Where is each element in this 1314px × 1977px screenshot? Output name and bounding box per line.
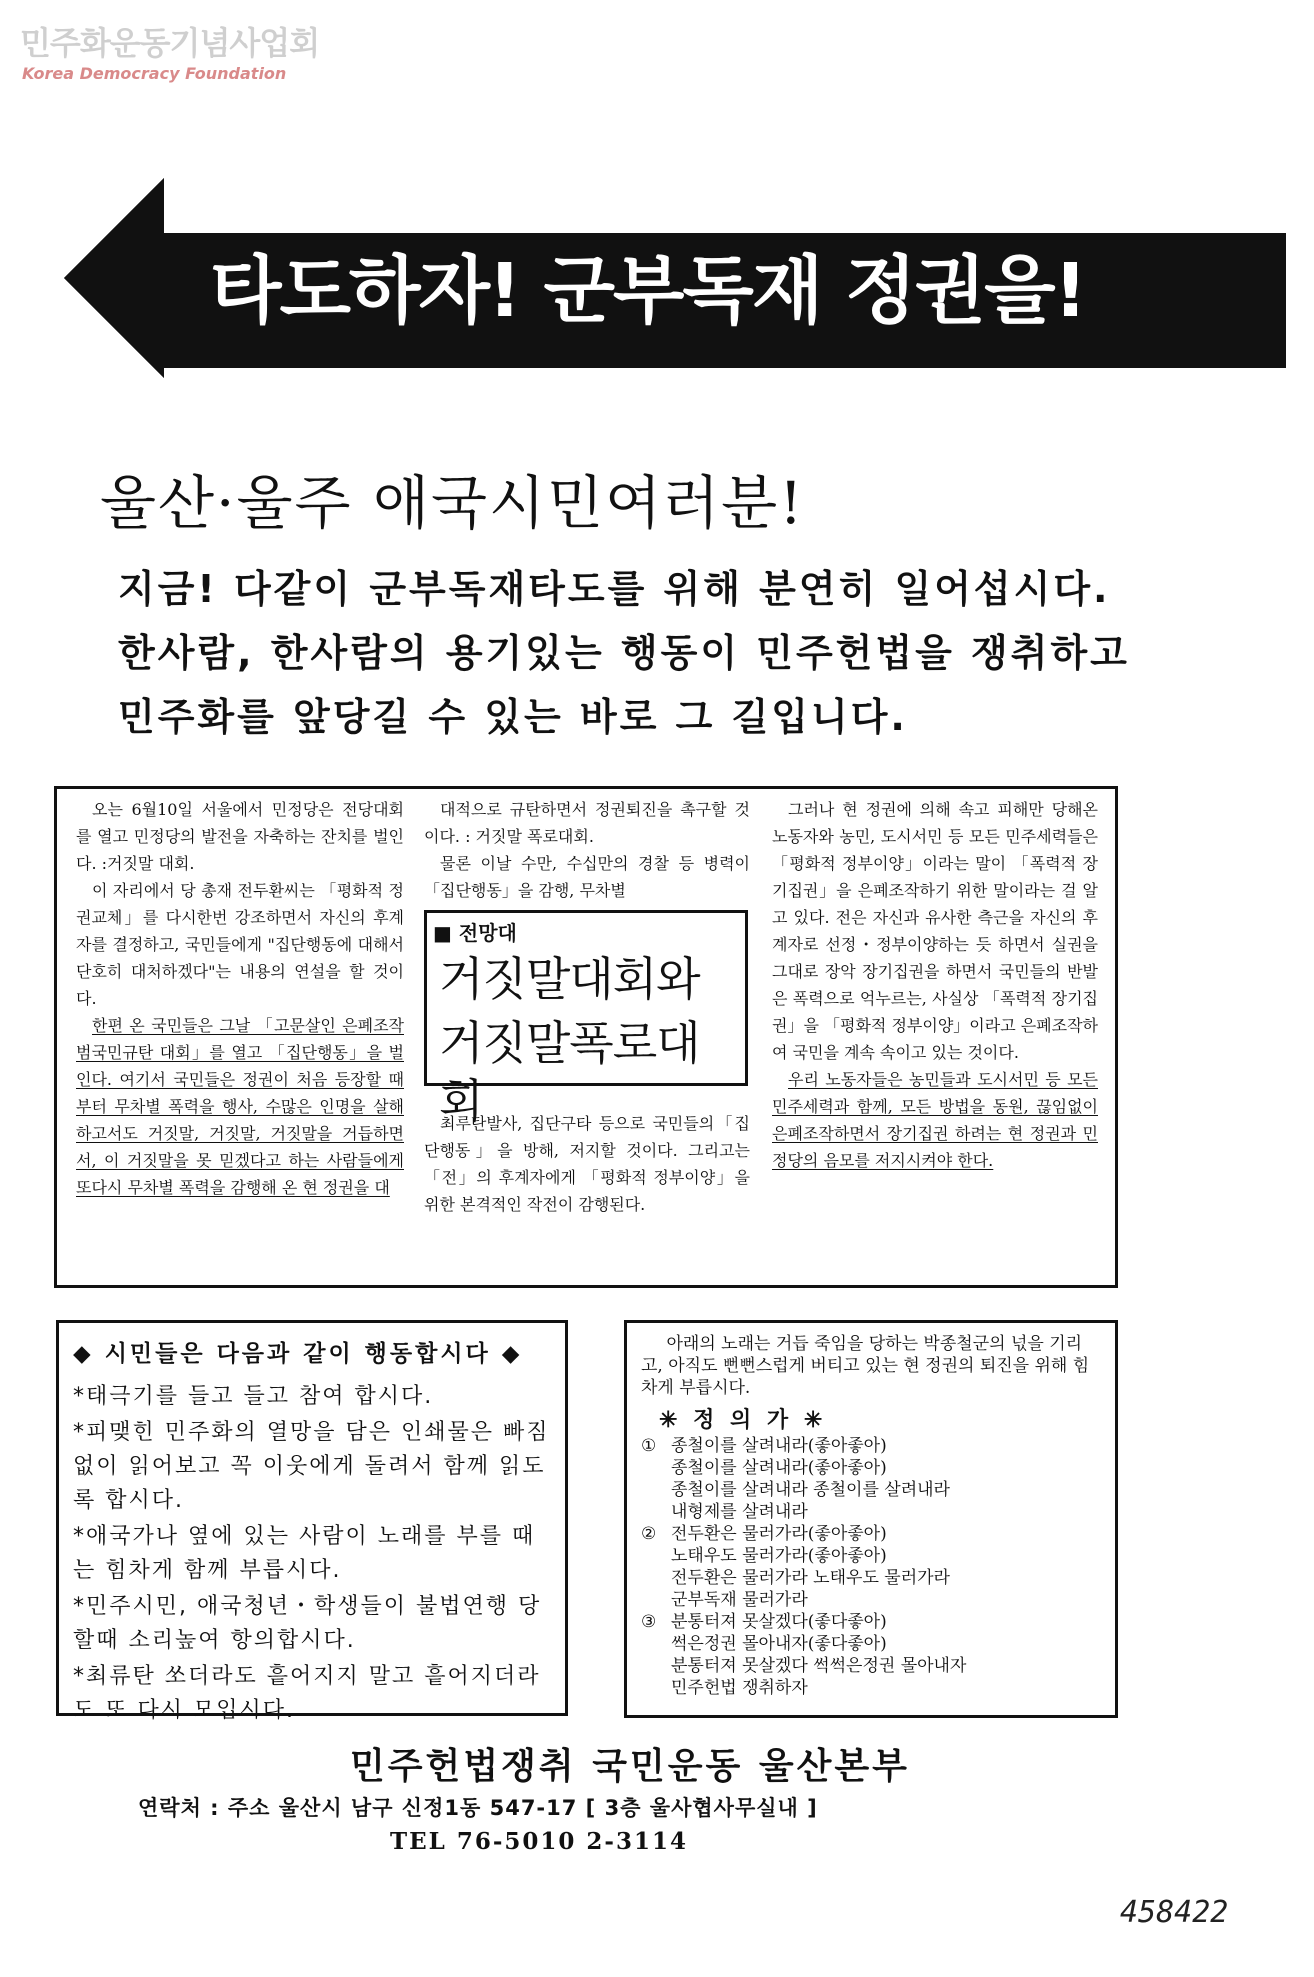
verse-line: 전두환은 물러가라(좋아좋아) <box>671 1524 887 1544</box>
actions-title: ◆ 시민들은 다음과 같이 행동합시다 ◆ <box>73 1341 523 1367</box>
verse-line: 종철이를 살려내라(좋아좋아) <box>671 1436 887 1456</box>
article-column-2-bottom <box>424 1110 750 1218</box>
song-verse <box>641 1523 1101 1611</box>
article-paragraph: 최루탄발사, 집단구타 등으로 국민들의「집단행동」을 방해, 저지할 것이다. 그리고는 「전」의 후계자에게 「평화적 정부이양」을 위한 본격적인 작전이 감행된다. <box>424 1114 750 1214</box>
verse-line: 썩은정권 몰아내자(좋다좋아) <box>671 1634 887 1654</box>
article-paragraph: 대적으로 규탄하면서 정권퇴진을 촉구할 것이다. : 거짓말 폭로대회. <box>424 800 750 846</box>
list-item: *최류탄 쏘더라도 흩어지지 말고 흩어지더라도 또 다시 모입시다. <box>73 1664 541 1723</box>
headline: 울산·울주 애국시민여러분! <box>100 469 805 537</box>
banner-slogan: 타도하자! 군부독재 정권을! <box>210 248 1086 334</box>
verse-line: 종철이를 살려내라 종철이를 살려내라 <box>671 1480 950 1500</box>
article-paragraph: 물론 이날 수만, 수십만의 경찰 등 병력이 「집단행동」을 감행, 무차별 <box>424 854 750 900</box>
article-paragraph: 그러나 현 정권에 의해 속고 피해만 당해온 노동자와 농민, 도시서민 등 모든 민주세력들은 「평화적 정부이양」이라는 말이 「폭력적 장기집권」을 은폐조작하기 위한 말이라는 걸 알고 있다. 전은 자신과 유사한 측근을 자신의 후계자로 선정・정부이양하는 듯 하면서 실권을 그대로 장악 장기집권을 하면서 국민들의 반발은 폭력으로 억누르는, 사실상 「폭력적 장기집권」을 「평화적 정부이양」이라고 은폐조작하여 국민을 계속 속이고 있는 것이다. <box>772 800 1099 1062</box>
actions-box <box>56 1320 568 1723</box>
actions-list <box>73 1380 551 1728</box>
intro-line-1: 지금! 다같이 군부독재타도를 위해 분연히 일어섭시다. <box>118 567 1111 611</box>
list-item: *애국가나 옆에 있는 사람이 노래를 부를 때는 힘차게 함께 부릅시다. <box>73 1524 536 1583</box>
watermark-english: Korea Democracy Foundation <box>22 64 287 83</box>
verse-line: 군부독재 물러가라 <box>671 1590 808 1610</box>
verse-line: 전두환은 물러가라 노태우도 물러가라 <box>671 1568 950 1588</box>
article-paragraph: 우리 노동자들은 농민들과 도시서민 등 모든 민주세력과 함께, 모든 방법을 동원, 끊임없이 은폐조작하면서 장기집권 하려는 현 정권과 민정당의 음모를 저지시켜야 한다. <box>772 1070 1098 1170</box>
verse-line: 민주헌법 쟁취하자 <box>671 1678 808 1698</box>
prospect-title-1: 거짓말대회와 <box>439 952 700 1006</box>
article-column-3 <box>772 796 1098 1174</box>
prospect-title-2: 거짓말폭로대회 <box>439 1016 700 1128</box>
article-paragraph: 오는 6월10일 서울에서 민정당은 전당대회를 열고 민정당의 발전을 자축하는 잔치를 벌인다. :거짓말 대회. <box>76 800 404 873</box>
article-paragraph: 한편 온 국민들은 그날 「고문살인 은폐조작 범국민규탄 대회」를 열고 「집단행동」을 벌인다. 여기서 국민들은 정권이 처음 등장할 때부터 무차별 폭력을 행사, 수많은 인명을 살해하고서도 거짓말, 거짓말, 거짓말을 거듭하면서, 이 거짓말을 못 믿겠다고 하는 사람들에게 또다시 무차별 폭력을 감행해 온 현 정권을 대 <box>76 1016 404 1197</box>
verse-line: 종철이를 살려내라(좋아좋아) <box>671 1458 887 1478</box>
list-item: *피맺힌 민주화의 열망을 담은 인쇄물은 빠짐없이 읽어보고 꼭 이웃에게 돌려서 함께 읽도록 합시다. <box>73 1420 550 1513</box>
organization-name: 민주헌법쟁취 국민운동 울산본부 <box>350 1746 910 1787</box>
verse-number: ③ <box>641 1612 657 1632</box>
verse-line: 분통터져 못살겠다(좋다좋아) <box>671 1612 887 1632</box>
song-intro: 아래의 노래는 거듭 죽임을 당하는 박종철군의 넋을 기리고, 아직도 뻔뻔스럽게 버티고 있는 현 정권의 퇴진을 위해 힘차게 부릅시다. <box>641 1334 1090 1398</box>
verse-line: 노태우도 물러가라(좋아좋아) <box>671 1546 887 1566</box>
song-verse <box>641 1435 1101 1523</box>
verse-number: ① <box>641 1436 657 1456</box>
contact-address: 연락처 : 주소 울산시 남구 신정1동 547-17 [ 3층 울사협사무실내 ] <box>138 1796 818 1820</box>
contact-telephone: TEL 76-5010 2-3114 <box>390 1828 688 1855</box>
prospect-label: 전망대 <box>458 921 517 945</box>
verse-line: 분통터져 못살겠다 썩썩은정권 몰아내자 <box>671 1656 967 1676</box>
intro-line-3: 민주화를 앞당길 수 있는 바로 그 길입니다. <box>118 695 908 739</box>
document-number: 458422 <box>1120 1895 1229 1930</box>
article-column-1 <box>76 796 404 1201</box>
watermark-korean: 민주화운동기념사업회 <box>20 24 320 62</box>
list-item: *민주시민, 애국청년・학생들이 불법연행 당할때 소리높여 항의합시다. <box>73 1594 542 1653</box>
song-title: ✳ 정 의 가 ✳ <box>659 1407 827 1433</box>
verse-line: 내형제를 살려내라 <box>671 1502 808 1522</box>
song-verse <box>641 1611 1101 1699</box>
song-box <box>624 1320 1118 1718</box>
prospect-box <box>424 910 748 1128</box>
article-paragraph: 이 자리에서 당 총재 전두환씨는 「평화적 정권교체」를 다시한번 강조하면서 자신의 후계자를 결정하고, 국민들에게 "집단행동에 대해서 단호히 대처하겠다"는 내용의 연설을 할 것이다. <box>76 881 404 1008</box>
list-item: *태극기를 들고 들고 참여 합시다. <box>73 1384 434 1409</box>
square-bullet-icon: ■ <box>433 921 452 945</box>
article-column-2-top <box>424 796 750 904</box>
verse-number: ② <box>641 1524 657 1544</box>
intro-line-2: 한사람, 한사람의 용기있는 행동이 민주헌법을 쟁취하고 <box>118 631 1130 675</box>
